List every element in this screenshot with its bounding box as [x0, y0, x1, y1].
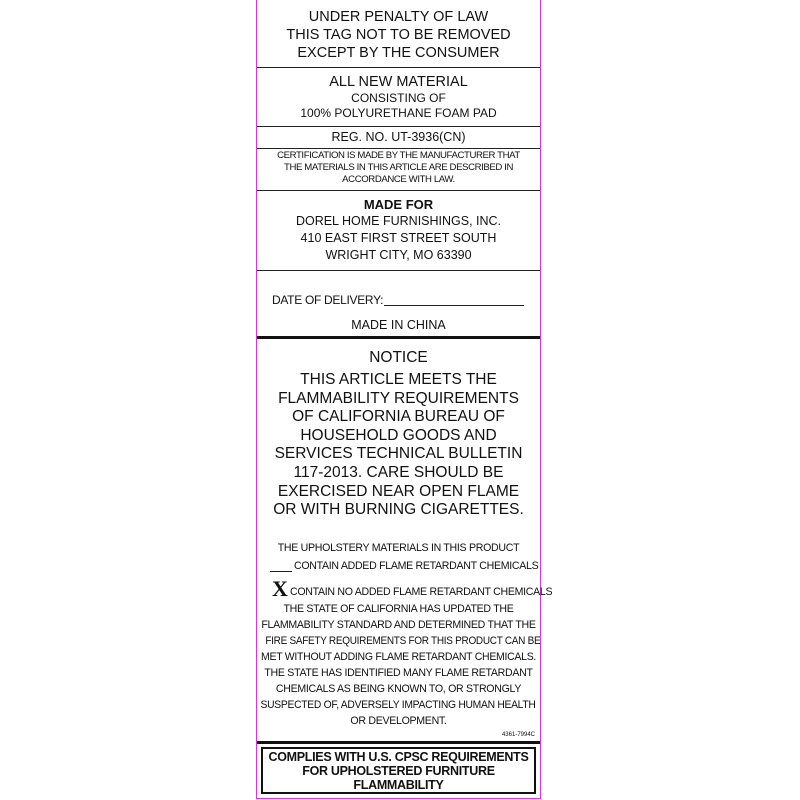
cpsc-line-2: FOR UPHOLSTERED FURNITURE [302, 764, 495, 778]
divider [257, 67, 540, 68]
option-added-label: CONTAIN ADDED FLAME RETARDANT CHEMICALS [294, 560, 539, 572]
material-heading: ALL NEW MATERIAL [329, 74, 468, 90]
notice-line-5: SERVICES TECHNICAL BULLETIN [274, 445, 523, 463]
material-line-3: 100% POLYURETHANE FOAM PAD [300, 106, 497, 120]
manufacturer-street: 410 EAST FIRST STREET SOUTH [300, 231, 497, 245]
penalty-line-3: EXCEPT BY THE CONSUMER [297, 45, 500, 61]
statement-line-3: FIRE SAFETY REQUIREMENTS FOR THIS PRODUCT CAN BE [265, 635, 541, 647]
cpsc-line-1: COMPLIES WITH U.S. CPSC REQUIREMENTS [268, 750, 529, 764]
notice-line-6: 117-2013. CARE SHOULD BE [293, 464, 504, 481]
statement-line-4: MET WITHOUT ADDING FLAME RETARDANT CHEMICALS. [260, 651, 536, 663]
statement-line-2: FLAMMABILITY STANDARD AND DETERMINED THAT THE [261, 619, 536, 631]
divider [257, 190, 540, 191]
manufacturer-name: DOREL HOME FURNISHINGS, INC. [295, 214, 502, 228]
notice-line-7: EXERCISED NEAR OPEN FLAME [277, 482, 520, 500]
notice-line-4: HOUSEHOLD GOODS AND [300, 426, 497, 444]
penalty-line-1: UNDER PENALTY OF LAW [308, 9, 489, 25]
statement-line-5: THE STATE HAS IDENTIFIED MANY FLAME RETARDANT [264, 667, 533, 679]
manufacturer-city: WRIGHT CITY, MO 63390 [325, 248, 472, 262]
country-of-origin: MADE IN CHINA [351, 318, 446, 332]
divider [257, 126, 540, 127]
x-check-mark: X [272, 576, 288, 601]
notice-line-3: OF CALIFORNIA BUREAU OF [292, 408, 505, 426]
notice-line-2: FLAMMABILITY REQUIREMENTS [278, 389, 519, 407]
delivery-label: DATE OF DELIVERY: [272, 293, 384, 307]
made-for-heading: MADE FOR [363, 197, 434, 212]
label-code: 4361-7994C [501, 732, 535, 738]
certification-line-2: THE MATERIALS IN THIS ARTICLE ARE DESCRIBED IN [284, 162, 513, 173]
option-added-blank [270, 571, 292, 572]
delivery-date-line [384, 305, 524, 306]
law-tag [256, 0, 553, 799]
divider [257, 148, 540, 149]
thick-divider [257, 336, 540, 339]
statement-line-6: CHEMICALS AS BEING KNOWN TO, OR STRONGLY [275, 683, 522, 695]
statement-line-8: OR DEVELOPMENT. [350, 715, 447, 727]
registration-number: REG. NO. UT-3936(CN) [331, 130, 466, 144]
divider [257, 270, 540, 271]
statement-line-7: SUSPECTED OF, ADVERSELY IMPACTING HUMAN HEALTH [261, 699, 536, 711]
notice-title: NOTICE [369, 349, 428, 366]
certification-line-1: CERTIFICATION IS MADE BY THE MANUFACTURER THAT [277, 150, 520, 161]
notice-line-8: OR WITH BURNING CIGARETTES. [273, 501, 524, 519]
cpsc-line-3: FLAMMABILITY [353, 778, 444, 792]
statement-line-1: THE STATE OF CALIFORNIA HAS UPDATED THE [283, 603, 514, 615]
thick-divider [257, 741, 540, 744]
certification-line-3: ACCORDANCE WITH LAW. [342, 174, 455, 185]
option-no-added-label: CONTAIN NO ADDED FLAME RETARDANT CHEMICALS [290, 586, 553, 598]
penalty-line-2: THIS TAG NOT TO BE REMOVED [286, 27, 511, 43]
material-line-2: CONSISTING OF [351, 91, 446, 105]
notice-line-1: THIS ARTICLE MEETS THE [300, 371, 497, 388]
upholstery-intro: THE UPHOLSTERY MATERIALS IN THIS PRODUCT [277, 542, 520, 554]
